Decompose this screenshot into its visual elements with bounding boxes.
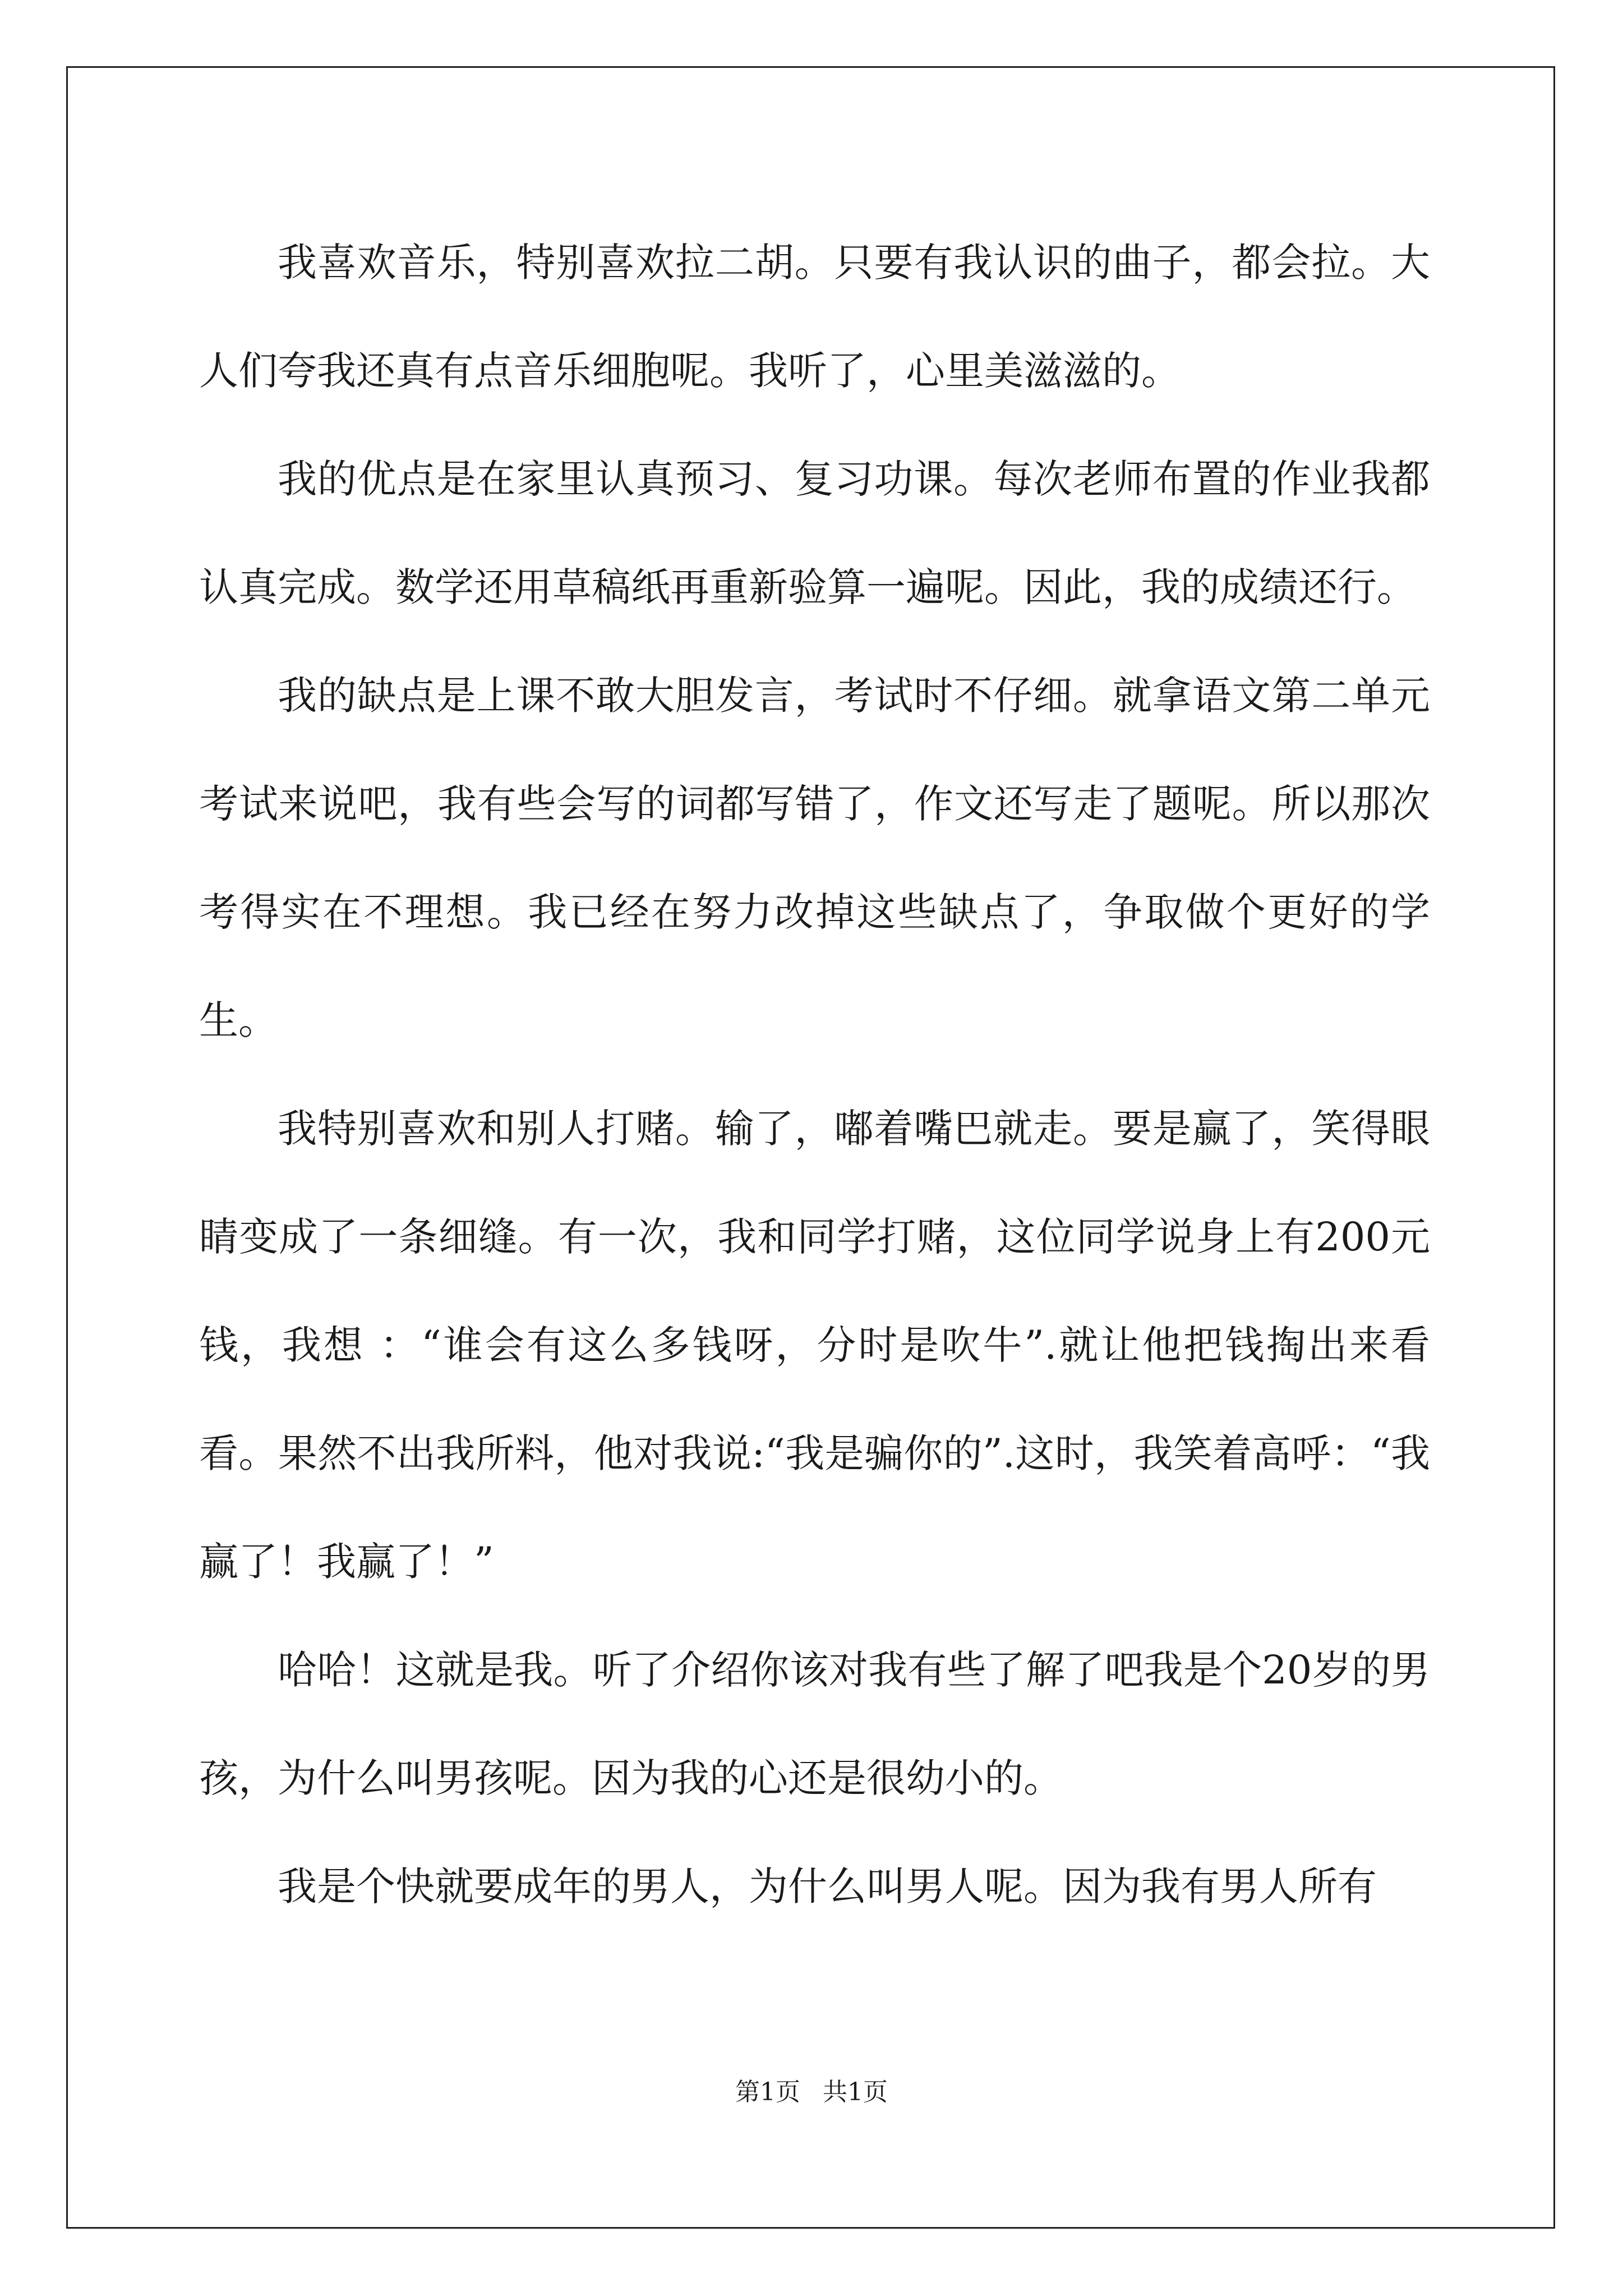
page-footer: [0, 2076, 1623, 2109]
paragraph: 我特别喜欢和别人打赌。输了，嘟着嘴巴就走。要是赢了，笑得眼睛变成了一条细缝。有一次，我和同学打赌，这位同学说身上有200元钱，我想 ：“谁会有这么多钱呀，分时是吹牛”.就让他把钱掏出来看看。果然不出我所料，他对我说:“我是骗你的”.这时，我笑着高呼：“我赢了！我赢了！”: [199, 1106, 1430, 1585]
paragraph: 哈哈！这就是我。听了介绍你该对我有些了解了吧我是个20岁的男孩，为什么叫男孩呢。因为我的心还是很幼小的。: [199, 1647, 1430, 1801]
paragraph: 我是个快就要成年的男人，为什么叫男人呢。因为我有男人所有: [278, 1864, 1377, 1910]
page-number-current: 第1页: [735, 2078, 800, 2106]
paragraph: 我的优点是在家里认真预习、复习功课。每次老师布置的作业我都认真完成。数学还用草稿纸再重新验算一遍呢。因此，我的成绩还行。: [199, 456, 1430, 610]
document-body: [199, 209, 1430, 1941]
paragraph: 我的缺点是上课不敢大胆发言，考试时不仔细。就拿语文第二单元考试来说吧，我有些会写的词都写错了，作文还写走了题呢。所以那次考得实在不理想。我已经在努力改掉这些缺点了，争取做个更好的学生。: [199, 673, 1430, 1043]
page-number-total: 共1页: [823, 2078, 888, 2106]
paragraph: 我喜欢音乐，特别喜欢拉二胡。只要有我认识的曲子，都会拉。大人们夸我还真有点音乐细胞呢。我听了，心里美滋滋的。: [199, 240, 1430, 394]
